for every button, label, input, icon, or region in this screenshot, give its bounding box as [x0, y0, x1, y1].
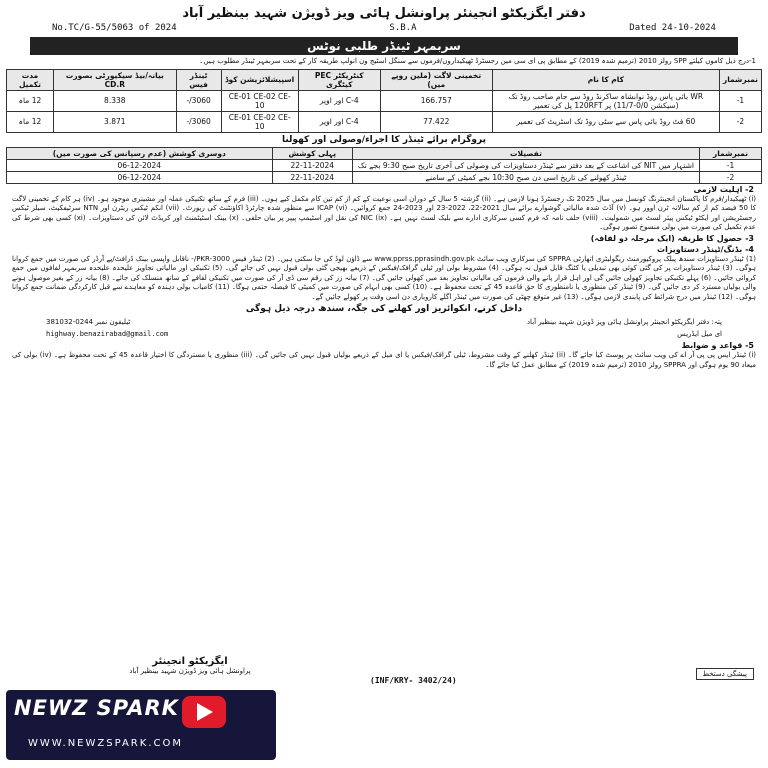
cell-period: 12 ماہ [7, 111, 54, 132]
cell-cost: 77.422 [380, 111, 492, 132]
signature-block [70, 656, 310, 675]
works-header-sr: نمبرشمار [719, 69, 761, 90]
cell-first-date: 22-11-2024 [272, 171, 352, 183]
cell-work-name: WR بائی پاس روڈ نوابشاہ ساکرنڈ روڈ سے جام صاحب روڈ تک (سیکشن 0/0-11/7) پر 120RFT پل کی تعمیر [492, 90, 719, 111]
table-row [7, 111, 762, 132]
office-title: دفتر ایگزیکٹو انجینئر پراونشل ہائی ویز ڈویژن شہید بینظیر آباد [182, 6, 586, 21]
procurement-heading: 3- حصول کا طریقہ (ایک مرحلہ دو لفافہ) [590, 233, 754, 243]
cell-sr: 2- [719, 111, 761, 132]
table-row [7, 90, 762, 111]
cell-security: 3.871 [53, 111, 176, 132]
works-header-code: اسپیشلائزیشن کوڈ [221, 69, 298, 90]
works-header-cost: تخمینی لاگت (ملین روپے میں) [380, 69, 492, 90]
rules-text: (i) ٹینڈر ایس پی پی آر اے کی ویب سائٹ پر پوسٹ کیا جائے گا۔ (ii) ٹینڈر کھلنے کے وقت مشروط، ٹیلی گرافک/فیکس یا ای میل کے ذریعے بولیاں قبول نہیں کی جائیں گی۔ (iii) منظوری یا مستردگی کا اختیار قاعدہ 45 کے تحت محفوظ ہے۔ (iv) بولی کی میعاد 90 یوم ہوگی اور SPPRA رولز 2010 (ترمیم شدہ 2019) کے مطابق عمل کیا جائے گا۔ [12, 351, 756, 369]
eligibility-text: (i) ٹھیکیدار/فرم کا پاکستان انجینئرنگ کونسل میں سال 2025 تک رجسٹرڈ ہونا لازمی ہے۔ (ii) گزشتہ 5 سال کے دوران اسی نوعیت کے کم از کم تین کام مکمل کیے ہوں۔ (iii) فرم کے ساتھ تکنیکی عملہ اور مشینری موجود ہو۔ (iv) ہر کام کے تخمینی لاگت کا 50 فیصد کم از کم سالانہ ٹرن اوور ہو۔ (v) آڈٹ شدہ مالیاتی گوشوارے برائے سال 2021-22، 2022-23 اور 2023-24 جمع کروائیں۔ (vi) ICAP سے منظور شدہ چارٹرڈ اکاؤنٹنٹ کی رپورٹ۔ (vii) انکم ٹیکس ریٹرن اور NTN سرٹیفکیٹ، سیلز ٹیکس رجسٹریشن اور ایکٹو ٹیکس پیئر لسٹ میں شمولیت۔ (viii) حلف نامہ کہ فرم کسی سرکاری ادارے سے بلیک لسٹ نہیں ہے۔ (ix) NIC کی نقل اور اسٹیمپ پیپر پر بیان حلفی۔ (x) بینک اسٹیٹمنٹ اور کریڈٹ لائن کی دستاویزات۔ (xi) کسی بھی شرط کی عدم تکمیل کی صورت میں بولی منسوخ تصور ہوگی۔ [12, 194, 757, 231]
email-line [6, 328, 762, 340]
works-header-pec: کنٹریکٹر PEC کیٹگری [298, 69, 380, 90]
bidding-text: (1) ٹینڈر دستاویزات سندھ پبلک پروکیورمنٹ ریگولیٹری اتھارٹی SPPRA کی سرکاری ویب سائٹ www.pprss.pprasindh.gov.pk سے ڈاؤن لوڈ کی جا سکتی ہیں۔ (2) ٹینڈر فیس PKR-3000/- ناقابل واپسی بینک ڈرافٹ/پے آرڈر کی صورت میں جمع کروانا ہوگی۔ (3) ٹینڈر دستاویزات پر کی گئی کوئی بھی تبدیلی یا کٹنگ قابل قبول نہ ہوگی۔ (4) مشروط بولی اور ٹیلی گرافک/فیکس کے ذریعے بھیجی گئی بولی قبول نہیں کی جائے گی۔ (5) تکنیکی اور مالیاتی تجاویز علیحدہ علیحدہ سربمہر لفافوں میں جمع کروائی جائیں۔ (6) پہلے تکنیکی تجاویز کھولی جائیں گی اور اہل قرار پانے والی فرموں کی مالیاتی تجاویز بعد میں کھولی جائیں گی۔ (7) بیانہ زر کی رقم سی ڈی آر کی صورت میں تکنیکی لفافے کے ساتھ منسلک کی جائے۔ (8) بیانہ زر کے بغیر موصول ہونے والی بولیاں مسترد کر دی جائیں گی۔ (9) ٹینڈر کی منظوری یا نامنظوری کا حق قاعدہ 45 کے تحت محفوظ ہے۔ (10) کسی بھی ابہام کی صورت میں کمیٹی کا فیصلہ حتمی ہوگا۔ (11) کامیاب بولی دہندہ کو معاہدے سے قبل کارکردگی ضمانت جمع کروانا ہوگی۔ (12) ٹینڈر میں درج شرائط کی پابندی لازمی ہوگی۔ (13) غیر متوقع چھٹی کی صورت میں ٹینڈر اگلے کاروباری دن اسی وقت پر کھولے جائیں گے۔ [12, 254, 757, 301]
cell-code: CE-01 CE-02 CE-10 [221, 111, 298, 132]
stamp-box: پیشگی دستخط [696, 668, 755, 680]
inf-code: (INF/KRY- 3402/24) [370, 676, 457, 685]
signatory-title: ایگزیکٹو انجینئر [152, 656, 228, 667]
notice-date: Dated 24-10-2024 [629, 23, 716, 33]
cell-details: اشتہار میں NIT کی اشاعت کے بعد دفتر سے ٹینڈر دستاویزات کی وصولی کی آخری تاریخ صبح 9:30 بجے تک [352, 159, 699, 171]
cell-fee: 3060/- [176, 111, 221, 132]
intro-paragraph: 1-درج ذیل کاموں کیلئے SPP رولز 2010 (ترمیم شدہ 2019) کے مطابق پی ای سی میں رجسٹرڈ ٹھیکیداروں/فرموں سے سنگل اسٹیج ون انولپ طریقہ کار کے تحت سربمہر ٹینڈر مطلوب ہیں۔ [199, 57, 756, 65]
cell-work-name: 60 فٹ روڈ بائی پاس سے سٹی روڈ تک اسٹریٹ کی تعمیر [492, 111, 719, 132]
program-header-second: دوسری کوشش (عدم رسپانس کی صورت میں) [7, 147, 273, 159]
cell-code: CE-01 CE-02 CE-10 [221, 90, 298, 111]
cell-details: ٹینڈر کھولنے کی تاریخ اسی دن صبح 10:30 بجے کمیٹی کے سامنے [352, 171, 699, 183]
tender-notice [6, 4, 762, 694]
works-header-name: کام کا نام [492, 69, 719, 90]
table-row [7, 159, 762, 171]
cell-sr: 1- [699, 159, 761, 171]
program-header-first: پہلی کوشش [272, 147, 352, 159]
brand-name: NEWZ SPARK [14, 696, 179, 720]
works-table [6, 69, 762, 133]
play-icon [182, 696, 226, 728]
cell-pec: C-4 اور اوپر [298, 90, 380, 111]
program-table [6, 147, 762, 184]
cell-security: 8.338 [53, 90, 176, 111]
cell-sr: 1- [719, 90, 761, 111]
rules-heading: 5- قواعد و ضوابط [681, 341, 754, 350]
cell-first-date: 22-11-2024 [272, 159, 352, 171]
works-header-fee: ٹینڈر فیس [176, 69, 221, 90]
email-label: ای میل ایڈریس [677, 330, 722, 338]
inquiries-heading: داخل کرنے، انکوائریز اور کھلنے کی جگہ، سندھ درجہ ذیل ہوگی [245, 304, 523, 314]
cell-second-date: 06-12-2024 [7, 171, 273, 183]
cell-cost: 166.757 [380, 90, 492, 111]
program-header-sr: نمبرشمار [699, 147, 761, 159]
eligibility-heading: 2- اہلیت لازمی [693, 184, 754, 194]
cell-fee: 3060/- [176, 90, 221, 111]
newz-spark-watermark[interactable] [6, 690, 276, 760]
phone-number: ٹیلیفون نمبر 0244-381032 [46, 318, 131, 326]
office-address: پتہ: دفتر ایگزیکٹو انجینئر پراونشل ہائی ویز ڈویژن شہید بینظیر آباد [526, 318, 722, 326]
works-header-period: مدت تکمیل [7, 69, 54, 90]
cell-period: 12 ماہ [7, 90, 54, 111]
reference-line [6, 21, 762, 35]
notice-title: سربمہر ٹینڈر طلبی نوٹس [30, 37, 738, 55]
program-header-details: تفصیلات [352, 147, 699, 159]
works-header-security: بیانہ/بیڈ سیکیورٹی بصورت CD.R [53, 69, 176, 90]
bidding-heading: 4- بڈنگ/ٹینڈر دستاویزات [657, 244, 754, 254]
play-triangle-icon [195, 703, 213, 721]
cell-sr: 2- [699, 171, 761, 183]
brand-url: WWW.NEWZSPARK.COM [28, 738, 183, 749]
reference-number: No.TC/G-55/5063 of 2024 [52, 23, 177, 33]
program-title: پروگرام برائے ٹینڈر کا اجراء/وصولی اور کھولنا [282, 134, 486, 145]
signatory-office: پراونشل ہائی ویز ڈویژن شہید بینظیر آباد [129, 667, 251, 675]
cell-second-date: 06-12-2024 [7, 159, 273, 171]
table-row [7, 171, 762, 183]
email-address[interactable]: highway.benazirabad@gmail.com [46, 330, 169, 338]
cell-pec: C-4 اور اوپر [298, 111, 380, 132]
location-code: S.B.A [389, 23, 417, 33]
contact-line [6, 316, 762, 328]
